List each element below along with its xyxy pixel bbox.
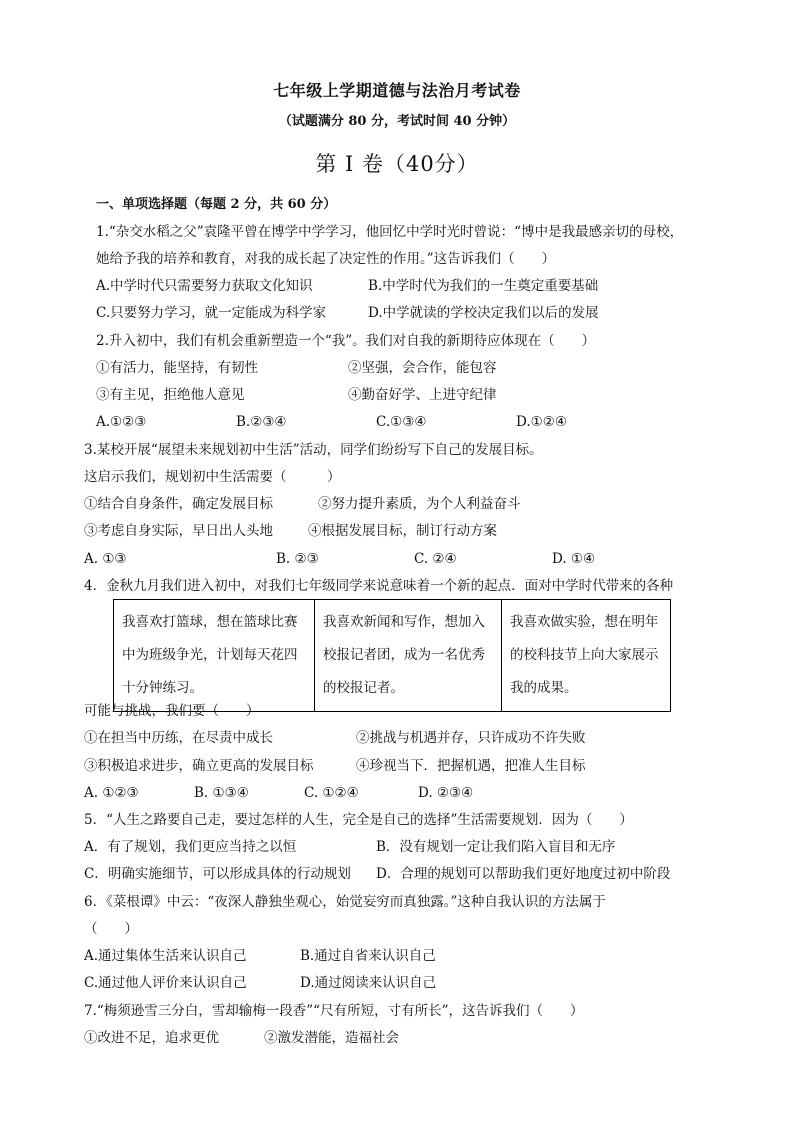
option-b: B．没有规划一定让我们陷入盲目和无序: [376, 839, 616, 855]
table-cell: [114, 600, 315, 712]
statement-1: ①在担当中历练，在尽责中成长: [84, 730, 273, 746]
question-stem: （ ）: [84, 921, 138, 937]
cell-line: 我喜欢打篮球，想在篮球比赛: [122, 614, 298, 630]
option-a: A. ①③: [84, 551, 127, 567]
table-row: [114, 600, 671, 712]
question-stem: 可能与挑战，我们要（ ）: [84, 703, 260, 719]
question-stem: 这启示我们，规划初中生活需要（ ）: [84, 469, 341, 485]
option-a: A.通过集体生活来认识自己: [84, 948, 247, 964]
cell-line: 我喜欢新闻和写作，想加入: [323, 614, 485, 630]
option-d: D. ①④: [552, 551, 596, 567]
section-heading: 一、单项选择题（每题 2 分，共 60 分）: [96, 197, 337, 212]
option-b: B. ①③④: [194, 785, 249, 801]
statement-1: ①有活力，能坚持，有韧性: [96, 360, 258, 376]
table-cell: [502, 600, 671, 712]
option-d: D. ②③④: [418, 785, 474, 801]
part-heading: 第 I 卷（40分）: [315, 152, 479, 176]
cell-line: 的校科技节上向大家展示: [510, 647, 659, 663]
option-a: A.中学时代只需要努力获取文化知识: [96, 278, 313, 294]
question-stem: 7.“梅须逊雪三分白，雪却输梅一段香”“尺有所短，寸有所长”，这告诉我们（ ）: [84, 1003, 584, 1019]
option-b: B.通过自省来认识自己: [300, 948, 436, 964]
option-c: C.①③④: [376, 414, 427, 430]
question-stem: 6．《菜根谭》中云：“夜深人静独坐观心，始觉妄穷而真独露。”这种自我认识的方法属于: [84, 894, 606, 910]
option-d: D.中学就读的学校决定我们以后的发展: [368, 305, 599, 321]
cell-line: 我喜欢做实验，想在明年: [510, 614, 659, 630]
option-a: A.①②③: [96, 414, 147, 430]
option-c: C．明确实施细节，可以形成具体的行动规划: [84, 866, 351, 882]
statement-3: ③考虑自身实际，早日出人头地: [84, 523, 273, 539]
exam-subtitle: （试题满分 80 分，考试时间 40 分钟）: [278, 114, 516, 129]
option-b: B.中学时代为我们的一生奠定重要基础: [368, 278, 599, 294]
goals-table: [113, 599, 671, 712]
statement-3: ③有主见，拒绝他人意见: [96, 387, 245, 403]
option-d: D.通过阅读来认识自己: [300, 975, 437, 991]
option-d: D.①②④: [516, 414, 567, 430]
question-stem: 1.“杂交水稻之父”袁隆平曾在博学中学学习，他回忆中学时光时曾说：“博中是我最感亲切的母校，: [96, 224, 684, 240]
option-b: B.②③④: [236, 414, 287, 430]
cell-line: 中为班级争光，计划每天花四: [122, 647, 298, 663]
question-stem: 4．金秋九月我们进入初中，对我们七年级同学来说意味着一个新的起点．面对中学时代带来的各种: [84, 578, 674, 594]
cell-line: 校报记者团，成为一名优秀: [323, 647, 485, 663]
question-stem: 3.某校开展“展望未来规划初中生活”活动，同学们纷纷写下自己的发展目标。: [84, 442, 543, 458]
option-c: C.只要努力学习，就一定能成为科学家: [96, 305, 327, 321]
statement-2: ②坚强，会合作，能包容: [348, 360, 497, 376]
statement-3: ③积极追求进步，确立更高的发展目标: [84, 758, 314, 774]
statement-2: ②挑战与机遇并存，只许成功不许失败: [356, 730, 586, 746]
question-stem: 5．“人生之路要自己走，要过怎样的人生，完全是自己的选择”生活需要规划．因为（ ）: [84, 812, 633, 828]
option-c: C. ①②④: [304, 785, 359, 801]
cell-line: 我的成果。: [510, 680, 578, 696]
option-b: B. ②③: [276, 551, 319, 567]
option-a: A. ①②③: [84, 785, 139, 801]
option-c: C.通过他人评价来认识自己: [84, 975, 247, 991]
cell-line: 的校报记者。: [323, 680, 404, 696]
statement-1: ①结合自身条件，确定发展目标: [84, 496, 273, 512]
statement-1: ①改进不足，追求更优: [84, 1030, 219, 1046]
cell-line: 十分钟练习。: [122, 680, 203, 696]
option-a: A．有了规划，我们更应当持之以恒: [84, 839, 297, 855]
question-stem: 她给予我的培养和教育，对我的成长起了决定性的作用。”这告诉我们（ ）: [96, 251, 556, 267]
statement-2: ②努力提升素质，为个人利益奋斗: [318, 496, 521, 512]
statement-4: ④根据发展目标，制订行动方案: [308, 523, 497, 539]
table-cell: [315, 600, 502, 712]
question-stem: 2.升入初中，我们有机会重新塑造一个“我”。我们对自我的新期待应体现在（ ）: [96, 333, 596, 349]
statement-2: ②激发潜能，造福社会: [264, 1030, 399, 1046]
exam-title: 七年级上学期道德与法治月考试卷: [273, 81, 521, 100]
option-c: C. ②④: [414, 551, 457, 567]
statement-4: ④珍视当下．把握机遇，把准人生目标: [356, 758, 586, 774]
statement-4: ④勤奋好学、上进守纪律: [348, 387, 497, 403]
option-d: D．合理的规划可以帮助我们更好地度过初中阶段: [376, 866, 671, 882]
